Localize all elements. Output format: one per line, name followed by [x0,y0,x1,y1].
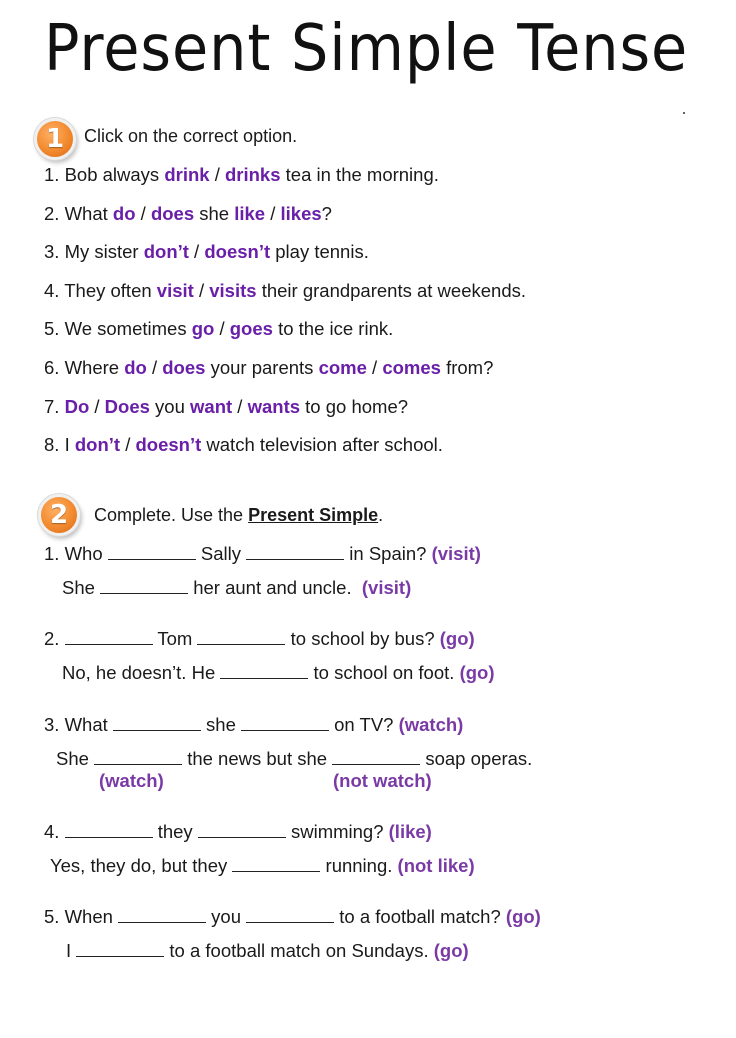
blank-field[interactable] [108,543,196,560]
sentence-text: / [135,203,151,224]
section-2-number-badge: 2 [38,494,80,536]
verb-hint: (go) [505,906,541,927]
blank-field[interactable] [76,940,164,957]
q3-hint-not-watch: (not watch) [333,770,432,791]
sentence-text: / [366,357,383,378]
exercise-1-item [44,203,332,225]
text: 3. What [44,714,113,735]
text: to a football match on Sundays. [164,940,434,961]
text: she [200,714,241,735]
sentence-text: My sister [64,241,144,262]
answer-option[interactable]: does [162,357,206,378]
sentence-text: to the ice rink. [272,318,394,339]
sentence-text: What [64,203,113,224]
answer-option[interactable]: do [124,357,147,378]
text: running. [320,855,398,876]
text: soap operas. [420,748,533,769]
sentence-text: you [149,396,191,417]
sentence-text: We sometimes [64,318,192,339]
answer-option[interactable]: like [234,203,266,224]
answer-option[interactable]: come [318,357,367,378]
section-1-number-badge: 1 [34,118,76,160]
q4-question [44,821,432,843]
sentence-text: play tennis. [270,241,369,262]
blank-field[interactable] [118,906,206,923]
exercise-1-item [44,434,443,456]
answer-option[interactable]: do [112,203,136,224]
answer-option[interactable]: wants [247,396,301,417]
answer-option[interactable]: does [150,203,195,224]
blank-field[interactable] [197,628,285,645]
item-number: 4. [44,280,65,301]
blank-field[interactable] [113,714,201,731]
q3-reply [56,748,532,770]
item-number: 7. [44,396,65,417]
q3-hint-watch: (watch) [99,770,164,791]
answer-option[interactable]: goes [229,318,273,339]
instruction-text: Complete. Use the [94,505,249,525]
text: swimming? [285,821,389,842]
text: on TV? [329,714,399,735]
item-number: 8. [44,434,65,455]
text: No, he doesn’t. He [62,662,221,683]
text: Sally [195,543,247,564]
verb-hint: (like) [388,821,432,842]
answer-option[interactable]: visits [209,280,257,301]
exercise-1-item [44,280,526,302]
verb-hint: (not like) [397,855,475,876]
blank-field[interactable] [65,821,153,838]
text: She [62,577,101,598]
sentence-text: from? [440,357,494,378]
sentence-text: / [193,280,210,301]
item-number: 5. [44,318,65,339]
sentence-text: your parents [205,357,319,378]
item-number: 6. [44,357,65,378]
exercise-1-item [44,241,369,263]
answer-option[interactable]: likes [280,203,322,224]
page-title: Present Simple Tense [44,12,689,86]
answer-option[interactable]: want [190,396,233,417]
instruction-tense: Present Simple [248,505,379,525]
blank-field[interactable] [65,628,153,645]
text: She [56,748,95,769]
item-number: 1. [44,164,65,185]
blank-field[interactable] [232,855,320,872]
exercise-1-item [44,357,493,379]
sentence-text: Where [64,357,125,378]
sentence-text: I [64,434,75,455]
sentence-text: ? [321,203,332,224]
text: to school on foot. [308,662,460,683]
answer-option[interactable]: don’t [74,434,121,455]
sentence-text: / [214,318,230,339]
item-number: 2. [44,203,65,224]
item-number: 3. [44,241,65,262]
answer-option[interactable]: visit [156,280,194,301]
answer-option[interactable]: doesn’t [135,434,202,455]
answer-option[interactable]: Do [64,396,90,417]
q1-reply [62,577,411,599]
text: you [206,906,247,927]
sentence-text: / [209,164,225,185]
text: they [152,821,198,842]
text: 4. [44,821,65,842]
sentence-text: / [120,434,136,455]
text: to school by bus? [285,628,440,649]
sentence-text: tea in the morning. [280,164,439,185]
verb-hint: (go) [433,940,469,961]
verb-hint: (watch) [398,714,464,735]
verb-hint: (visit) [431,543,481,564]
text: Tom [152,628,198,649]
text: 1. Who [44,543,108,564]
instruction-end: . [378,505,384,525]
verb-hint: (go) [459,662,495,683]
sentence-text: to go home? [300,396,409,417]
sentence-text: They often [64,280,157,301]
answer-option[interactable]: Does [104,396,150,417]
text: her aunt and uncle. [188,577,362,598]
answer-option[interactable]: drink [164,164,210,185]
q5-reply [66,940,469,962]
section-2-instruction [94,505,383,526]
stray-dot [683,112,685,114]
text: 2. [44,628,65,649]
answer-option[interactable]: go [191,318,215,339]
text: Yes, they do, but they [50,855,233,876]
sentence-text: watch television after school. [201,434,443,455]
q2-reply [62,662,495,684]
blank-field[interactable] [220,662,308,679]
answer-option[interactable]: comes [382,357,441,378]
exercise-1-item [44,318,393,340]
text: to a football match? [334,906,506,927]
blank-field[interactable] [100,577,188,594]
q5-question [44,906,541,928]
q1-question [44,543,481,565]
sentence-text: / [146,357,163,378]
section-1-instruction: Click on the correct option. [84,126,298,146]
verb-hint: (go) [439,628,475,649]
verb-hint: (visit) [361,577,412,598]
text: I [66,940,77,961]
q2-question [44,628,475,650]
blank-field[interactable] [198,821,286,838]
answer-option[interactable]: don’t [143,241,189,262]
q4-reply [50,855,475,877]
sentence-text: / [232,396,248,417]
text: 5. When [44,906,119,927]
exercise-1-item [44,164,439,186]
blank-field[interactable] [246,906,334,923]
answer-option[interactable]: doesn’t [204,241,271,262]
sentence-text: / [265,203,281,224]
sentence-text: / [89,396,105,417]
blank-field[interactable] [332,748,420,765]
answer-option[interactable]: drinks [224,164,281,185]
sentence-text: she [194,203,235,224]
sentence-text: their grandparents at weekends. [256,280,527,301]
sentence-text: / [188,241,205,262]
q3-question [44,714,463,736]
blank-field[interactable] [246,543,344,560]
text: in Spain? [344,543,432,564]
blank-field[interactable] [94,748,182,765]
blank-field[interactable] [241,714,329,731]
exercise-1-item [44,396,408,418]
text: the news but she [182,748,333,769]
sentence-text: Bob always [64,164,165,185]
